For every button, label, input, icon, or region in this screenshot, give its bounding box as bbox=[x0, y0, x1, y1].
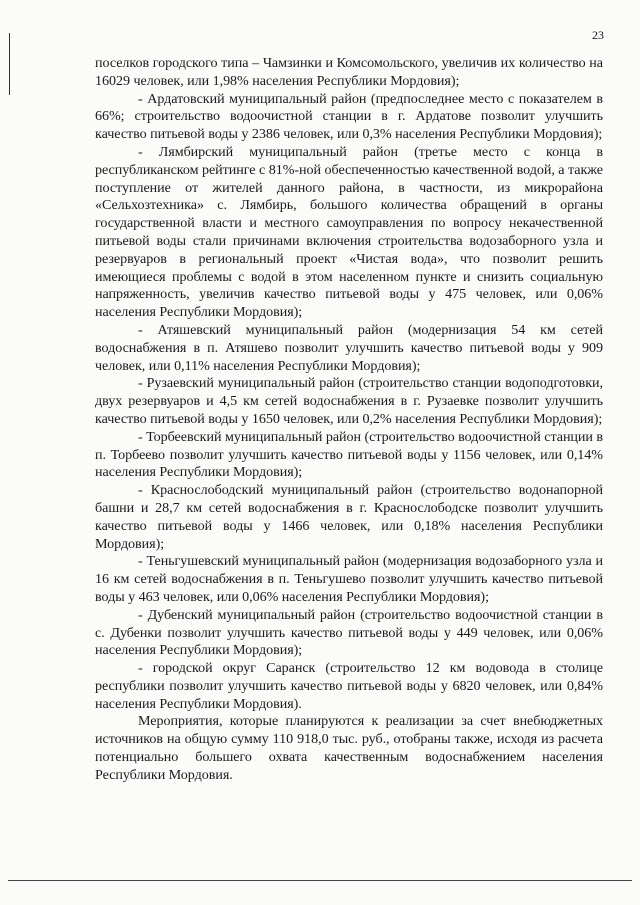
paragraph-lyambirsky: - Лямбирский муниципальный район (третье место с конца в республиканском рейтинге с 81%-ной обеспеченностью качественной водой, а также поступление от жителей данного района, в частности, из микрорайона «Сельхозтехника» с. Лямбирь, большого количества обращений в органы государственной власти и местного самоуправления по вопросу некачественной питьевой воды стали причинами включения строительства водозаборного узла и резервуаров в региональный проект «Чистая вода», что позволит решить имеющиеся проблемы с водой в этом населенном пункте и снизить социальную напряженность, увеличив качество питьевой воды у 475 человек, или 0,06% населения Республики Мордовия); bbox=[95, 143, 603, 321]
paragraph-krasnoslobodsky: - Краснослободский муниципальный район (строительство водонапорной башни и 28,7 км сетей водоснабжения в г. Краснослободске позволит улучшить качество питьевой воды у 1466 человек, или 0,18% населения Республики Мордовия); bbox=[95, 482, 603, 552]
paragraph-ruzaevsky: - Рузаевский муниципальный район (строительство станции водоподготовки, двух резервуаров и 4,5 км сетей водоснабжения в г. Рузаевке позволит улучшить качество питьевой воды у 1650 человек, или 0,2% населения Республики Мордовия); bbox=[95, 375, 603, 427]
paragraph-tengushevsky: - Теньгушевский муниципальный район (модернизация водозаборного узла и 16 км сетей водоснабжения в п. Теньгушево позволит улучшить качество питьевой воды у 463 человек, или 0,06% населения Республики Мордовия); bbox=[95, 553, 603, 605]
paragraph-atyashevsky: - Атяшевский муниципальный район (модернизация 54 км сетей водоснабжения в п. Атяшево позволит улучшить качество питьевой воды у 909 человек, или 0,11% населения Республики Мордовия); bbox=[95, 321, 603, 374]
paragraph-extrabudgetary: Мероприятия, которые планируются к реализации за счет внебюджетных источников на общую сумму 110 918,0 тыс. руб., отобраны также, исходя из расчета потенциально большего охвата качественным водоснабжением населения Республики Мордовия. bbox=[95, 713, 603, 783]
paragraph-ardatovsky: - Ардатовский муниципальный район (предпоследнее место с показателем в 66%; строительство водоочистной станции в г. Ардатове позволит улучшить качество питьевой воды у 2386 человек, или 0,3% населения Республики Мордовия); bbox=[95, 90, 603, 143]
paragraph-dubensky: - Дубенский муниципальный район (строительство водоочистной станции в с. Дубенки позволит улучшить качество питьевой воды у 449 человек, или 0,06% населения Республики Мордовия); bbox=[95, 606, 603, 659]
page-number: 23 bbox=[592, 28, 604, 42]
margin-mark bbox=[9, 33, 10, 95]
paragraph-torbeevsky: - Торбеевский муниципальный район (строительство водоочистной станции в п. Торбеево позволит улучшить качество питьевой воды у 1156 человек, или 0,14% населения Республики Мордовия); bbox=[95, 428, 603, 481]
paragraph-continuation: поселков городского типа – Чамзинки и Комсомольского, увеличив их количество на 16029 человек, или 1,98% населения Республики Мордовия); bbox=[95, 55, 603, 89]
body-text bbox=[95, 55, 603, 785]
paragraph-saransk: - городской округ Саранск (строительство 12 км водовода в столице республики позволит улучшить качество питьевой воды у 6820 человек, или 0,84% населения Республики Мордовия). bbox=[95, 660, 603, 712]
bottom-divider bbox=[8, 880, 632, 881]
